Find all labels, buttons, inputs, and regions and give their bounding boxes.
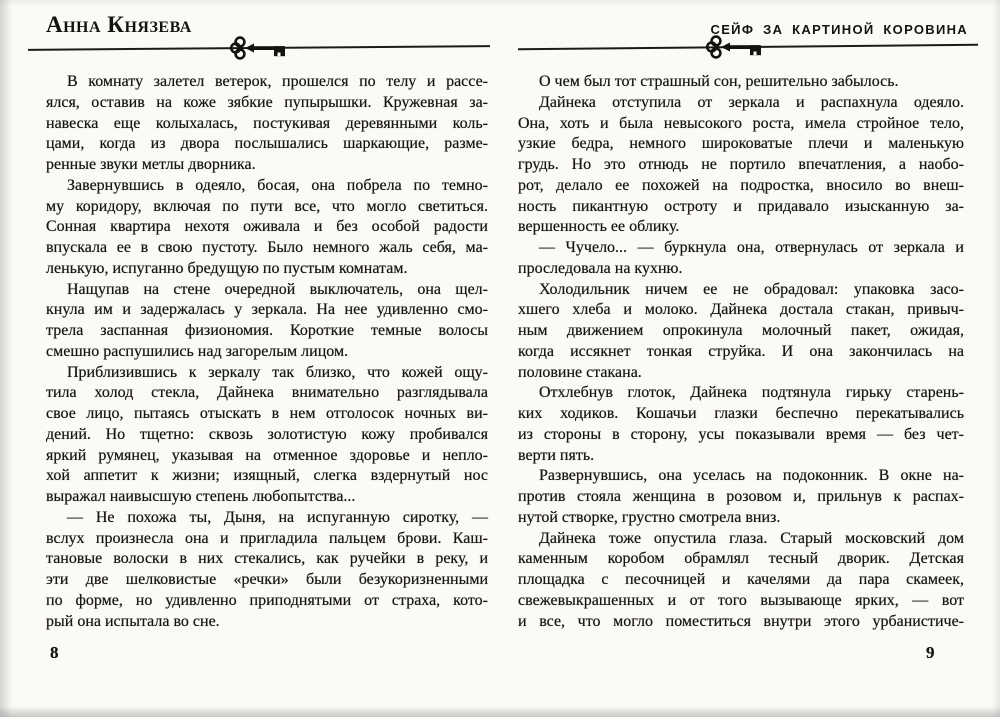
text-line: проследовала на кухню. — [518, 259, 683, 277]
text-line: В комнату залетел ветерок, прошелся по телу и рассе- — [67, 73, 488, 90]
paragraph — [46, 176, 488, 280]
text-line: эти две шелковистые «речки» были безукоризненными — [46, 571, 488, 588]
key-ornament-icon — [706, 35, 768, 59]
text-line: по форме, но удивленно приподнятыми от страха, кото- — [46, 591, 488, 609]
text-line: — Чучело... — буркнула она, отвернулась от зеркала и — [539, 239, 964, 256]
text-line: тановые волоски в них стекались, как ручейки в реку, и — [46, 550, 488, 568]
paragraph — [518, 383, 964, 466]
running-head-title: СЕЙФ ЗА КАРТИНОЙ КОРОВИНА — [710, 22, 968, 37]
text-line: яркий румянец, указывая на отменное здоровье и непло- — [46, 446, 488, 464]
text-line: Холодильник ничем ее не обрадовал: упаковка засо- — [539, 280, 964, 298]
text-line: ность пикантную остроту и придавало изысканную за- — [518, 197, 964, 215]
text-line: тила холод стекла, Дайнека внимательно разглядывала — [46, 384, 488, 402]
scan-edge-right — [992, 0, 1000, 717]
text-line: нутой створке, грустно смотрела вниз. — [518, 508, 781, 526]
text-line: Развернувшись, она уселась на подоконник. В окне на- — [539, 467, 964, 485]
text-line: кнула им и задержалась у зеркала. На нее удивленно смо- — [46, 301, 488, 319]
text-line: верти пять. — [518, 446, 595, 464]
paragraph — [518, 280, 964, 384]
paragraph — [46, 280, 488, 363]
paragraph — [518, 72, 964, 93]
paragraph — [46, 508, 488, 633]
text-line: рый она испытала во сне. — [46, 612, 220, 630]
text-line: трела заспанная физиономия. Короткие темные волосы — [46, 322, 488, 339]
text-line: Отхлебнув глоток, Дайнека подтянула гирьку старень- — [539, 384, 964, 402]
key-ornament-icon — [230, 36, 292, 60]
text-line: цами, когда из двора послышались шаркающие, разме- — [46, 135, 488, 153]
scan-edge-bottom — [0, 706, 1000, 717]
text-line: свежевыкрашенных и от того вызывающе ярких, — вот — [518, 591, 964, 609]
paragraph — [518, 238, 964, 280]
text-line: навеска еще колыхалась, постукивая деревянными коль- — [46, 114, 488, 132]
text-line: когда иссякнет тонкая струйка. И она закончилась на — [518, 342, 964, 360]
text-line: площадка с песочницей и качелями да пара скамеек, — [518, 571, 964, 588]
text-line: О чем был тот страшный сон, решительно забылось. — [539, 73, 899, 90]
text-line: ялся, оставив на коже зябкие пупырышки. Кружевная за- — [46, 93, 488, 111]
text-line: му коридору, включая по пути все, что могло светиться. — [46, 197, 488, 215]
text-line: Приблизившись к зеркалу так близко, что кожей ощу- — [67, 363, 488, 381]
text-line: рот, делало ее похожей на подростка, вносило во внеш- — [518, 176, 964, 194]
text-line: узкие бедра, немного широковатые плечи и маленькую — [518, 135, 964, 153]
page-number-right: 9 — [926, 643, 935, 662]
text-line: ких ходиков. Кошачьи глазки беспечно перекатывались — [518, 405, 964, 422]
scan-edge-top — [0, 0, 1000, 6]
text-line: смешно распушились над загорелым лицом. — [46, 342, 349, 360]
text-line: вслух произнесла она и пригладила пальцем брови. Каш- — [46, 529, 488, 547]
text-line: из стороны в сторону, усы показывали время — без чет- — [518, 425, 964, 443]
text-line: впускала ее в свою пустоту. Было немного жаль себя, ма- — [46, 239, 488, 256]
text-line: Завернувшись в одеяло, босая, она побрела по темно- — [67, 176, 488, 194]
text-line: каменным коробом обрамлял тесный дворик. Детская — [518, 550, 964, 568]
text-line: и все, что могло поместиться внутри этого урбанистиче- — [518, 612, 964, 630]
text-line: Дайнека отступила от зеркала и распахнула одеяло. — [539, 93, 964, 111]
text-line: свое лицо, пытаясь отыскать в нем отголосок ночных ви- — [46, 405, 488, 422]
paragraph — [518, 93, 964, 238]
text-line: Дайнека тоже опустила глаза. Старый московский дом — [539, 529, 964, 547]
text-line: — Не похожа ты, Дыня, на испуганную сиротку, — — [67, 508, 488, 526]
text-line: хшего хлеба и молоко. Дайнека достала стакан, привыч- — [518, 301, 964, 319]
text-line: против стояла женщина в розовом и, прильнув к распах- — [518, 488, 964, 505]
text-line: ренные звуки метлы дворника. — [46, 156, 256, 173]
running-head-author: Анна Князева — [46, 12, 192, 37]
text-line: Она, хоть и была невысокого роста, имела стройное тело, — [518, 114, 964, 132]
text-line: дений. Но тщетно: сквозь золотистую кожу пробивался — [46, 425, 488, 443]
paragraph — [518, 466, 964, 528]
text-line: хой аппетит к жизни; изящный, слегка вздернутый нос — [46, 467, 488, 485]
paragraph — [46, 363, 488, 508]
page-body-left — [46, 72, 488, 632]
text-line: Нащупав на стене очередной выключатель, она щел- — [67, 280, 488, 298]
page-number-left: 8 — [50, 643, 59, 662]
text-line: грудь. Но это отнюдь не портило впечатления, а наобо- — [518, 156, 964, 173]
page-body-right — [518, 72, 964, 632]
scan-edge-left — [0, 0, 12, 717]
text-line: половине стакана. — [518, 363, 642, 381]
text-line: ленькую, испуганно бредущую по пустым комнатам. — [46, 259, 408, 277]
text-line: выражал наивысшую степень любопытства... — [46, 488, 356, 505]
paragraph — [518, 529, 964, 633]
text-line: ным движением опрокинула молочный пакет, ожидая, — [518, 322, 964, 339]
paragraph — [46, 72, 488, 176]
text-line: вершенность ее облику. — [518, 218, 680, 236]
text-line: Сонная квартира нехотя оживала и без особой радости — [46, 218, 488, 236]
